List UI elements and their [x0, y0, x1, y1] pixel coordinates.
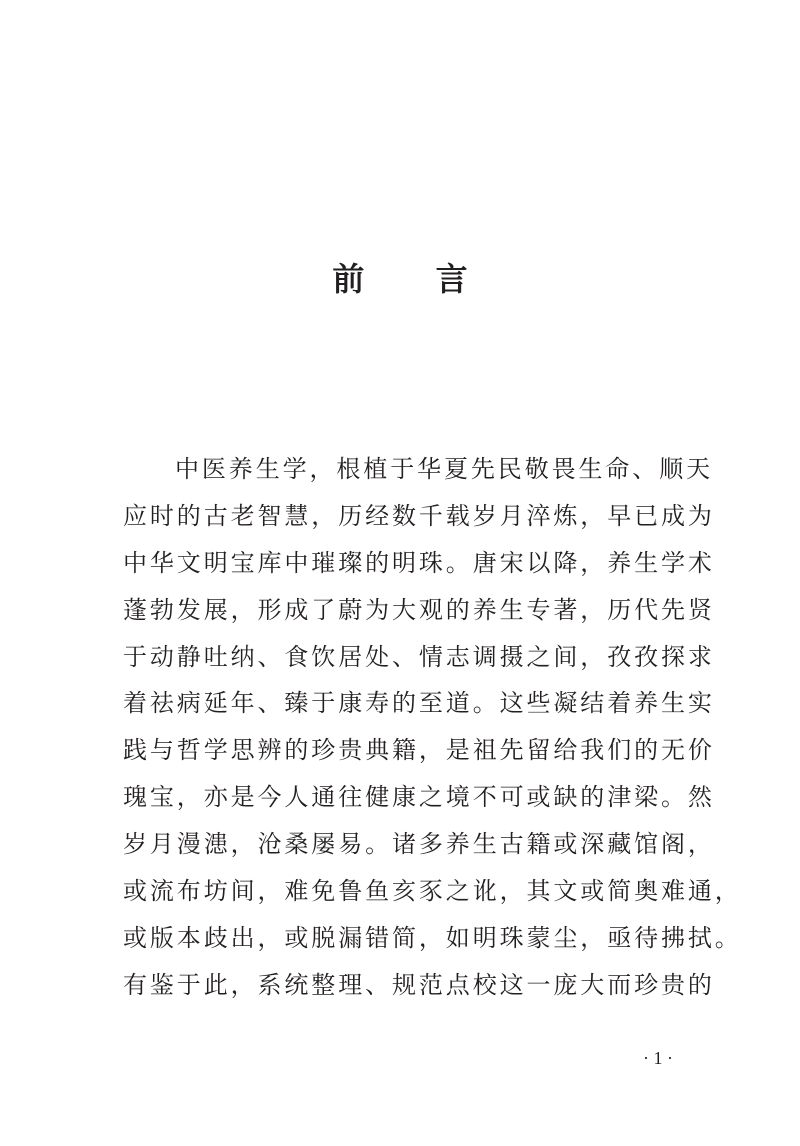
- paragraph-line: 中医养生学，根植于华夏先民敬畏生命、顺天: [175, 455, 713, 483]
- paragraph-line: 或版本歧出，或脱漏错简，如明珠蒙尘，亟待拂拭。: [123, 923, 742, 952]
- page-title: 前 言: [332, 260, 498, 298]
- paragraph-line: 或流布坊间，难免鲁鱼亥豕之讹，其文或简奥难通，: [123, 877, 742, 906]
- paragraph-line: 应时的古老智慧，历经数千载岁月淬炼，早已成为: [123, 501, 715, 530]
- preface-paragraph: [123, 446, 742, 1009]
- paragraph-line: 瑰宝，亦是今人通往健康之境不可或缺的津梁。然: [123, 783, 715, 812]
- paragraph-line: 着祛病延年、臻于康寿的至道。这些凝结着养生实: [123, 689, 715, 718]
- paragraph-line: 于动静吐纳、食饮居处、情志调摄之间，孜孜探求: [123, 642, 715, 671]
- page-number: · 1 ·: [643, 1048, 673, 1068]
- paragraph-line: 践与哲学思辨的珍贵典籍，是祖先留给我们的无价: [123, 736, 715, 765]
- paragraph-line: 中华文明宝库中璀璨的明珠。唐宋以降，养生学术: [123, 548, 715, 577]
- paragraph-line: 蓬勃发展，形成了蔚为大观的养生专著，历代先贤: [123, 595, 715, 624]
- paragraph-line: 有鉴于此，系统整理、规范点校这一庞大而珍贵的: [123, 970, 715, 999]
- paragraph-line: 岁月漫漶，沧桑屡易。诸多养生古籍或深藏馆阁，: [123, 830, 715, 859]
